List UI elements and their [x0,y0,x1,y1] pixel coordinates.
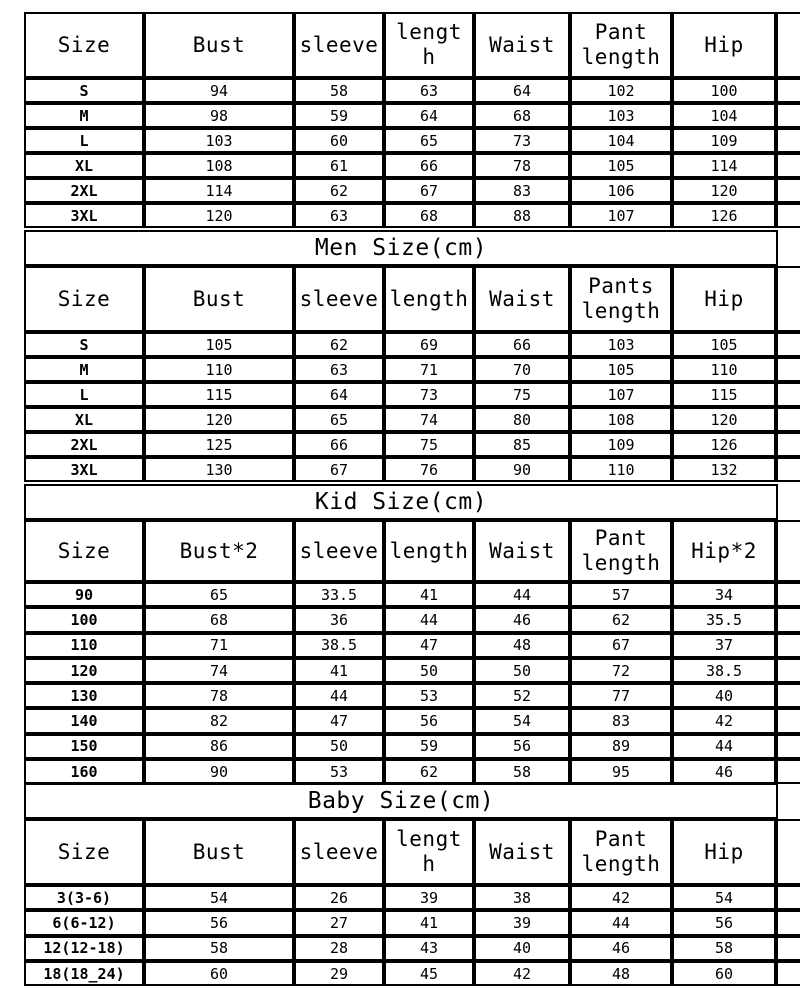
value-cell [776,885,800,910]
value-cell: 36 [294,607,384,632]
value-cell: 46 [570,936,672,961]
value-cell: 67 [294,457,384,482]
value-cell: 80 [474,407,570,432]
value-cell [776,103,800,128]
table-row [24,936,800,961]
value-cell: 62 [294,178,384,203]
value-cell: 38.5 [294,633,384,658]
value-cell: 88 [474,203,570,228]
value-cell: 73 [474,128,570,153]
value-cell: 114 [672,153,776,178]
value-cell: 107 [570,382,672,407]
value-cell [776,683,800,708]
value-cell: 95 [570,759,672,784]
value-cell: 56 [384,708,474,733]
header-cell: length [384,266,474,332]
size-cell: 90 [24,582,144,607]
value-cell: 27 [294,910,384,935]
value-cell: 61 [294,153,384,178]
value-cell: 47 [294,708,384,733]
size-cell: 18(18_24) [24,961,144,986]
size-cell: L [24,128,144,153]
value-cell: 78 [474,153,570,178]
size-cell: 140 [24,708,144,733]
header-cell: sleeve [294,520,384,582]
table-row [24,357,800,382]
value-cell: 38 [474,885,570,910]
value-cell: 114 [144,178,294,203]
header-cell: Bust*2 [144,520,294,582]
value-cell: 69 [384,332,474,357]
header-cell: Pant length [570,520,672,582]
table-row [24,432,800,457]
table-row [24,78,800,103]
table-row [24,885,800,910]
value-cell: 125 [144,432,294,457]
value-cell: 43 [384,936,474,961]
value-cell: 62 [570,607,672,632]
value-cell: 132 [672,457,776,482]
value-cell: 104 [672,103,776,128]
header-cell: Size [24,266,144,332]
value-cell: 110 [672,357,776,382]
value-cell [776,759,800,784]
value-cell: 38.5 [672,658,776,683]
size-cell: 130 [24,683,144,708]
header-row [24,12,800,78]
value-cell: 90 [474,457,570,482]
value-cell [776,153,800,178]
header-cell: length [384,520,474,582]
value-cell: 104 [570,128,672,153]
value-cell: 98 [144,103,294,128]
header-cell: Waist [474,520,570,582]
value-cell: 39 [384,885,474,910]
value-cell: 34 [672,582,776,607]
table-row [24,582,800,607]
value-cell: 46 [672,759,776,784]
value-cell: 120 [672,407,776,432]
value-cell: 58 [144,936,294,961]
value-cell: 56 [144,910,294,935]
value-cell: 65 [294,407,384,432]
table-row [24,407,800,432]
value-cell [776,936,800,961]
value-cell: 115 [144,382,294,407]
value-cell: 33.5 [294,582,384,607]
value-cell: 41 [294,658,384,683]
value-cell: 44 [384,607,474,632]
value-cell: 59 [294,103,384,128]
value-cell: 65 [384,128,474,153]
value-cell: 107 [570,203,672,228]
header-cell: Bust [144,819,294,885]
value-cell: 85 [474,432,570,457]
value-cell [776,734,800,759]
value-cell [776,357,800,382]
value-cell: 26 [294,885,384,910]
size-cell: 2XL [24,432,144,457]
value-cell: 67 [384,178,474,203]
table-row [24,658,800,683]
value-cell: 28 [294,936,384,961]
value-cell: 35.5 [672,607,776,632]
size-cell: XL [24,407,144,432]
value-cell: 58 [474,759,570,784]
size-cell: 110 [24,633,144,658]
value-cell: 56 [672,910,776,935]
size-cell: 3(3-6) [24,885,144,910]
value-cell [776,961,800,986]
header-cell: Size [24,520,144,582]
header-cell: Hip [672,819,776,885]
value-cell: 39 [474,910,570,935]
value-cell [776,708,800,733]
table-row [24,734,800,759]
value-cell: 63 [294,203,384,228]
header-cell [776,12,800,78]
value-cell: 65 [144,582,294,607]
size-table [24,819,800,986]
size-table [24,266,800,482]
size-table [24,12,800,228]
value-cell: 75 [384,432,474,457]
header-cell: Hip [672,266,776,332]
header-cell: sleeve [294,12,384,78]
value-cell: 110 [570,457,672,482]
header-cell: Pants length [570,266,672,332]
value-cell: 53 [294,759,384,784]
value-cell: 74 [384,407,474,432]
table-row [24,153,800,178]
value-cell: 45 [384,961,474,986]
value-cell: 77 [570,683,672,708]
value-cell: 64 [474,78,570,103]
value-cell: 86 [144,734,294,759]
value-cell: 48 [570,961,672,986]
value-cell: 74 [144,658,294,683]
value-cell: 42 [570,885,672,910]
header-row [24,520,800,582]
value-cell: 126 [672,203,776,228]
header-cell: Bust [144,266,294,332]
value-cell [776,128,800,153]
value-cell: 64 [294,382,384,407]
value-cell: 83 [570,708,672,733]
value-cell: 103 [570,103,672,128]
table-row [24,708,800,733]
header-cell: Waist [474,819,570,885]
table-row [24,961,800,986]
table-row [24,203,800,228]
value-cell [776,407,800,432]
value-cell: 82 [144,708,294,733]
header-cell: Hip [672,12,776,78]
size-cell: 3XL [24,203,144,228]
value-cell [776,457,800,482]
value-cell: 50 [474,658,570,683]
value-cell: 63 [294,357,384,382]
table-row [24,457,800,482]
value-cell: 44 [294,683,384,708]
value-cell: 120 [144,407,294,432]
header-cell: Pant length [570,12,672,78]
size-cell: S [24,78,144,103]
section-title: Men Size(cm) [24,230,778,266]
table-row [24,382,800,407]
size-cell: 3XL [24,457,144,482]
value-cell: 48 [474,633,570,658]
section-title: Kid Size(cm) [24,484,778,520]
size-cell: M [24,357,144,382]
table-row [24,607,800,632]
value-cell: 72 [570,658,672,683]
value-cell: 68 [384,203,474,228]
value-cell: 53 [384,683,474,708]
value-cell: 110 [144,357,294,382]
value-cell: 62 [384,759,474,784]
value-cell: 89 [570,734,672,759]
table-row [24,910,800,935]
value-cell: 120 [672,178,776,203]
value-cell: 59 [384,734,474,759]
value-cell: 54 [474,708,570,733]
section-title: Baby Size(cm) [24,783,778,819]
value-cell [776,178,800,203]
table-row [24,103,800,128]
value-cell: 109 [570,432,672,457]
header-cell [776,819,800,885]
header-cell: lengt h [384,12,474,78]
value-cell: 60 [672,961,776,986]
value-cell [776,582,800,607]
value-cell: 106 [570,178,672,203]
value-cell: 105 [570,153,672,178]
header-row [24,819,800,885]
value-cell: 58 [672,936,776,961]
value-cell: 54 [672,885,776,910]
value-cell: 73 [384,382,474,407]
value-cell: 115 [672,382,776,407]
value-cell [776,203,800,228]
value-cell: 46 [474,607,570,632]
table-row [24,759,800,784]
value-cell [776,633,800,658]
header-cell [776,520,800,582]
header-cell: Waist [474,266,570,332]
value-cell: 40 [474,936,570,961]
value-cell: 50 [294,734,384,759]
value-cell: 52 [474,683,570,708]
value-cell: 42 [672,708,776,733]
value-cell: 67 [570,633,672,658]
header-cell: sleeve [294,266,384,332]
value-cell: 41 [384,910,474,935]
size-cell: 100 [24,607,144,632]
size-cell: 6(6-12) [24,910,144,935]
size-cell: 12(12-18) [24,936,144,961]
value-cell: 64 [384,103,474,128]
value-cell [776,332,800,357]
value-cell: 71 [384,357,474,382]
size-table [24,520,800,784]
header-cell: Bust [144,12,294,78]
value-cell: 56 [474,734,570,759]
table-row [24,178,800,203]
value-cell [776,382,800,407]
value-cell: 29 [294,961,384,986]
value-cell: 66 [474,332,570,357]
value-cell: 66 [384,153,474,178]
value-cell: 103 [570,332,672,357]
value-cell: 105 [672,332,776,357]
value-cell: 41 [384,582,474,607]
value-cell: 42 [474,961,570,986]
value-cell: 57 [570,582,672,607]
value-cell: 100 [672,78,776,103]
value-cell: 130 [144,457,294,482]
value-cell: 44 [570,910,672,935]
value-cell: 102 [570,78,672,103]
size-cell: 150 [24,734,144,759]
size-cell: XL [24,153,144,178]
value-cell: 40 [672,683,776,708]
table-row [24,128,800,153]
value-cell: 83 [474,178,570,203]
value-cell: 126 [672,432,776,457]
size-cell: 120 [24,658,144,683]
header-cell [776,266,800,332]
header-cell: Hip*2 [672,520,776,582]
header-cell: lengt h [384,819,474,885]
value-cell: 105 [570,357,672,382]
value-cell: 120 [144,203,294,228]
value-cell: 58 [294,78,384,103]
value-cell: 76 [384,457,474,482]
value-cell: 47 [384,633,474,658]
value-cell: 60 [144,961,294,986]
value-cell: 68 [144,607,294,632]
value-cell: 63 [384,78,474,103]
value-cell: 78 [144,683,294,708]
table-row [24,332,800,357]
value-cell: 90 [144,759,294,784]
value-cell: 66 [294,432,384,457]
header-cell: Pant length [570,819,672,885]
value-cell: 68 [474,103,570,128]
value-cell: 105 [144,332,294,357]
value-cell: 75 [474,382,570,407]
value-cell: 50 [384,658,474,683]
value-cell [776,78,800,103]
value-cell [776,910,800,935]
value-cell: 70 [474,357,570,382]
value-cell: 37 [672,633,776,658]
header-cell: sleeve [294,819,384,885]
value-cell: 94 [144,78,294,103]
header-cell: Size [24,819,144,885]
table-row [24,633,800,658]
value-cell: 44 [672,734,776,759]
value-cell: 103 [144,128,294,153]
value-cell: 71 [144,633,294,658]
value-cell: 44 [474,582,570,607]
header-cell: Size [24,12,144,78]
size-cell: 2XL [24,178,144,203]
value-cell: 60 [294,128,384,153]
value-cell: 62 [294,332,384,357]
value-cell [776,607,800,632]
value-cell [776,658,800,683]
value-cell: 108 [144,153,294,178]
value-cell: 54 [144,885,294,910]
value-cell: 108 [570,407,672,432]
value-cell: 109 [672,128,776,153]
size-cell: M [24,103,144,128]
header-cell: Waist [474,12,570,78]
value-cell [776,432,800,457]
size-cell: L [24,382,144,407]
table-row [24,683,800,708]
header-row [24,266,800,332]
size-cell: S [24,332,144,357]
size-cell: 160 [24,759,144,784]
